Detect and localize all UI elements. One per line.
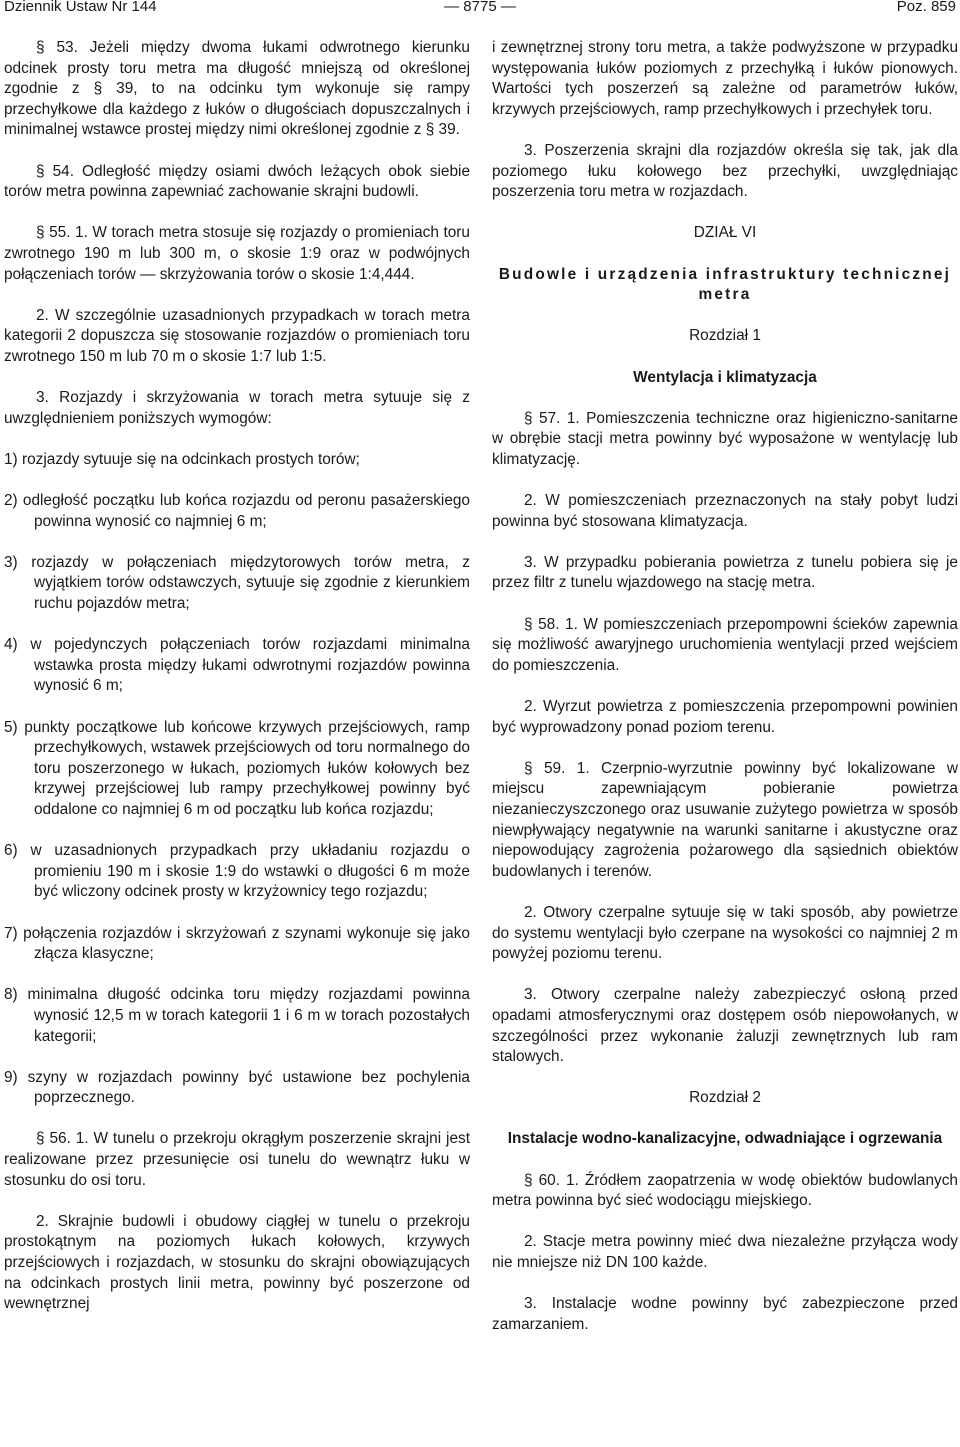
position-number: Poz. 859 — [896, 0, 956, 15]
paragraph: 2. Skrajnie budowli i obudowy ciągłej w tunelu o przekroju prostokątnym na poziomych łukach kołowych, krzywych przejściowych i rozjazdach, w stosunku do skrajni obowiązujących na odcinkach prostych linii metra, powinny być poszerzone od wewnętrznej — [4, 1212, 470, 1313]
paragraph: 3. Otwory czerpalne należy zabezpieczyć osłoną przed opadami atmosferycznymi oraz dostępem osób niepowołanych, w szczególności przez wykonanie żaluzji zewnętrznych lub ram stalowych. — [492, 986, 958, 1066]
paragraph: i zewnętrznej strony toru metra, a także podwyższone w przypadku występowania łuków poziomych z przechyłką i łuków pionowych. Wartości tych poszerzeń są zależne od parametrów łuków, krzywych przejściowych, ramp przechyłkowych i przechyłek toru. — [492, 39, 958, 118]
list-item: 1) rozjazdy sytuuje się na odcinkach prostych torów; — [4, 450, 360, 468]
section-heading: Instalacje wodno-kanalizacyjne, odwadniające i ogrzewania — [507, 1130, 943, 1148]
paragraph: § 56. 1. W tunelu o przekroju okrągłym poszerzenie skrajni jest realizowane przez przesunięcie osi tunelu do wewnątrz łuku w stosunku do osi toru. — [4, 1130, 470, 1189]
paragraph: 3. Poszerzenia skrajni dla rozjazdów określa się tak, jak dla poziomego łuku kołowego bez przechyłki, uwzględniając poszerzenia toru metra w rozjazdach. — [492, 141, 958, 201]
paragraph: 2. Otwory czerpalne sytuuje się w taki sposób, aby powietrze do systemu wentylacji było czerpane na wysokości co najmniej 2 m powyżej poziomu terenu. — [492, 903, 958, 963]
list-item: 5) punkty początkowe lub końcowe krzywych przejściowych, ramp przechyłkowych, wstawek przejściowych od toru normalnego do toru poszerzonego w łukach, poziomych łuków kołowych bez krzywej przejściowej lub rampy przechyłkowej powinny być oddalone co najmniej 6 m od początku lub końca rozjazdu; — [4, 718, 470, 818]
list-item: 3) rozjazdy w połączeniach międzytorowych torów metra, z wyjątkiem torów odstawczych, sytuuje się zgodnie z kierunkiem ruchu pojazdów metra; — [4, 553, 470, 613]
page-header — [0, 0, 960, 22]
section-heading: Rozdział 2 — [689, 1089, 761, 1107]
paragraph: 2. W pomieszczeniach przeznaczonych na stały pobyt ludzi powinna być stosowana klimatyzacja. — [492, 492, 958, 530]
list-item: 9) szyny w rozjazdach powinny być ustawione bez pochylenia poprzecznego. — [4, 1068, 470, 1107]
paragraph: 3. Instalacje wodne powinny być zabezpieczone przed zamarzaniem. — [492, 1295, 958, 1333]
paragraph: § 57. 1. Pomieszczenia techniczne oraz higieniczno-sanitarne w obrębie stacji metra powinny być wyposażone w wentylację lub klimatyzację. — [492, 409, 958, 468]
section-heading: Budowle i urządzenia infrastruktury technicznej metra — [498, 265, 952, 304]
paragraph: § 58. 1. W pomieszczeniach przepompowni ścieków zapewnia się możliwość awaryjnego uruchomienia wentylacji przed wejściem do pomieszczenia. — [492, 615, 958, 674]
paragraph: 2. Wyrzut powietrza z pomieszczenia przepompowni powinien być wyprowadzony ponad poziom terenu. — [492, 698, 958, 736]
section-heading: Wentylacja i klimatyzacja — [633, 368, 817, 386]
paragraph: 2. W szczególnie uzasadnionych przypadkach w torach metra kategorii 2 dopuszcza się stosowanie rozjazdów o promieniach toru zwrotnego 150 m lub 70 m o skosie 1:7 lub 1:5. — [4, 306, 470, 365]
page-number: — 8775 — — [444, 0, 516, 15]
paragraph: § 54. Odległość między osiami dwóch leżących obok siebie torów metra powinna zapewniać zachowanie skrajni budowli. — [4, 162, 470, 201]
section-heading: DZIAŁ VI — [693, 224, 757, 242]
journal-title: Dziennik Ustaw Nr 144 — [4, 0, 157, 15]
right-column — [492, 38, 958, 1356]
left-column — [4, 38, 470, 1335]
paragraph: 3. W przypadku pobierania powietrza z tunelu pobiera się je przez filtr z tunelu wjazdowego na stację metra. — [492, 553, 958, 592]
section-heading: Rozdział 1 — [689, 327, 761, 345]
paragraph: 3. Rozjazdy i skrzyżowania w torach metra sytuuje się z uwzględnieniem poniższych wymogów: — [4, 389, 470, 427]
list-item: 7) połączenia rozjazdów i skrzyżowań z szynami wykonuje się jako złącza klasyczne; — [4, 924, 470, 963]
list-item: 4) w pojedynczych połączeniach torów rozjazdami minimalna wstawka prosta między łukami odwrotnymi rozjazdów powinna wynosić 6 m; — [4, 636, 470, 695]
paragraph: 2. Stacje metra powinny mieć dwa niezależne przyłącza wody nie mniejsze niż DN 100 każde. — [492, 1233, 958, 1272]
paragraph: § 60. 1. Źródłem zaopatrzenia w wodę obiektów budowlanych metra powinna być sieć wodociągu miejskiego. — [492, 1171, 958, 1210]
list-item: 2) odległość początku lub końca rozjazdu od peronu pasażerskiego powinna wynosić co najmniej 6 m; — [4, 492, 470, 530]
paragraph: § 59. 1. Czerpnio-wyrzutnie powinny być lokalizowane w miejscu zapewniającym pobieranie powietrza niezanieczyszczonego oraz usuwanie zużytego powietrza w sposób niewpływający negatywnie na warunki sanitarne i akustyczne oraz niepowodujący zagrożenia pożarowego dla sąsiednich obiektów budowlanych i terenów. — [492, 759, 958, 880]
paragraph: § 55. 1. W torach metra stosuje się rozjazdy o promieniach toru zwrotnego 190 m lub 300 m, o skosie 1:9 oraz w podwójnych połączeniach torów — skrzyżowania torów o skosie 1:4,444. — [4, 224, 470, 283]
list-item: 8) minimalna długość odcinka toru między rozjazdami powinna wynosić 12,5 m w torach kategorii 1 i 6 m w torach pozostałych kategorii; — [4, 986, 470, 1045]
paragraph: § 53. Jeżeli między dwoma łukami odwrotnego kierunku odcinek prosty toru metra ma długość mniejszą od określonej zgodnie z § 39, to na odcinku tym wykonuje się rampy przechyłkowe dla każdego z łuków o długościach dopuszczalnych i minimalnej wstawce prostej między nimi określonej zgodnie z § 39. — [4, 39, 470, 139]
list-item: 6) w uzasadnionych przypadkach przy układaniu rozjazdu o promieniu 190 m i skosie 1:9 do wstawki o długości 6 m może być wliczony odcinek prosty w krzyżownicy tego rozjazdu; — [4, 842, 470, 901]
